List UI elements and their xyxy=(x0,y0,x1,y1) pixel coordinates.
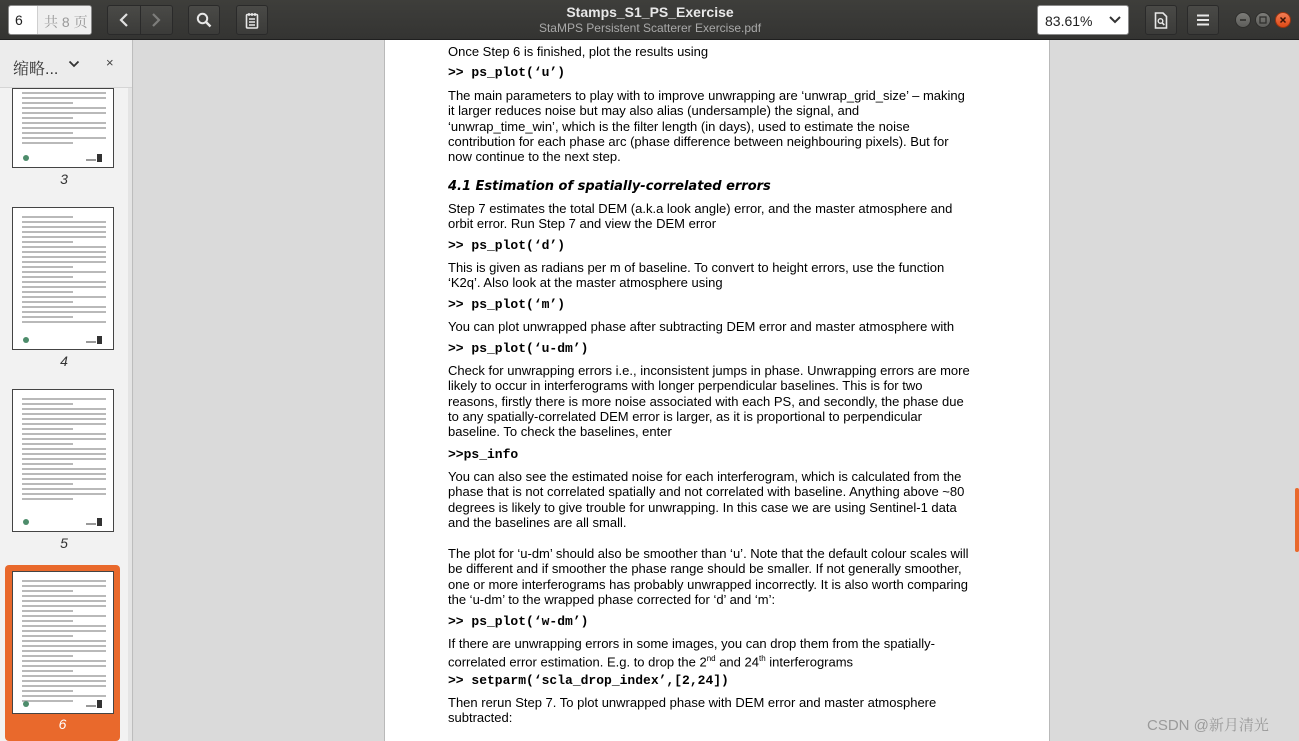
chevron-right-icon xyxy=(151,13,161,27)
maximize-icon xyxy=(1259,16,1267,24)
title-bar xyxy=(0,0,1299,40)
paragraph: You can also see the estimated noise for each interferogram, which is calculated from the phase that is not correlated spatially and not correlated with baseline. Anything above ~80 degrees is likely to give trouble for unwrapping. In this case we are using Sentinel-1 data and the baselines are all small. xyxy=(448,469,965,530)
zoom-value: 83.61% xyxy=(1045,13,1093,29)
document-view[interactable] xyxy=(134,40,1299,741)
paragraph: The plot for ‘u-dm’ should also be smoother than ‘u’. Note that the default colour scales will be different and if smoother the phase range should be smaller. If not generally smoother, one or more interferograms has probably unwrapped incorrectly. It is also worth comparing the ‘u-dm’ to the wrapped phase corrected for ‘d’ and ‘m’: xyxy=(448,546,969,607)
chevron-down-icon xyxy=(1108,13,1122,27)
zoom-select[interactable] xyxy=(1037,5,1129,35)
page-thumbnail-5[interactable] xyxy=(12,389,114,532)
close-window-button[interactable] xyxy=(1275,12,1291,28)
paragraph: Once Step 6 is finished, plot the results using xyxy=(448,44,709,59)
search-button[interactable] xyxy=(188,5,220,35)
page-thumbnail-6[interactable] xyxy=(12,571,114,714)
minimize-button[interactable] xyxy=(1235,12,1251,28)
code-line: >> ps_plot(‘u-dm’) xyxy=(448,341,589,356)
page-thumbnail-4[interactable] xyxy=(12,207,114,350)
sidebar-header xyxy=(0,40,132,88)
watermark-text: CSDN @新月清光 xyxy=(1147,717,1269,734)
document-filename: StaMPS Persistent Scatterer Exercise.pdf xyxy=(538,21,762,35)
code-line: >>ps_info xyxy=(448,447,519,462)
code-line: >> ps_plot(‘u’) xyxy=(448,65,566,80)
document-scrollbar-thumb[interactable] xyxy=(1295,488,1299,552)
page-footer-logos xyxy=(23,336,103,344)
annotations-button[interactable] xyxy=(236,5,268,35)
paragraph: You can plot unwrapped phase after subtracting DEM error and master atmosphere with xyxy=(448,319,955,334)
current-page-input[interactable]: 6 xyxy=(9,6,38,34)
code-line: >> setparm(‘scla_drop_index’,[2,24]) xyxy=(448,673,729,688)
document-title: Stamps_S1_PS_Exercise xyxy=(566,4,734,20)
chevron-down-icon[interactable] xyxy=(68,59,80,69)
paragraph: This is given as radians per m of baseline. To convert to height errors, use the function ‘K2q’. Also look at the master atmosphere using xyxy=(448,260,945,291)
paragraph: Step 7 estimates the total DEM (a.k.a look angle) error, and the master atmosphere and orbit error. Run Step 7 and view the DEM error xyxy=(448,201,953,232)
paragraph: Then rerun Step 7. To plot unwrapped phase with DEM error and master atmosphere subtracted: xyxy=(448,695,937,726)
paragraph: Check for unwrapping errors i.e., inconsistent jumps in phase. Unwrapping errors are more likely to occur in interferograms with longer perpendicular baselines. This is for two reasons, firstly there is more noise associated with each PS, and secondly, the phase due to any spatially-correlated DEM error is larger, as it is proportional to perpendicular baseline. To check the baselines, enter xyxy=(448,363,970,440)
total-pages-label: 共 8 页 xyxy=(38,6,91,34)
page-thumbnail-6-selected[interactable] xyxy=(5,565,120,741)
maximize-button[interactable] xyxy=(1255,12,1271,28)
sidebar-mode-label[interactable]: 缩略... xyxy=(13,61,59,78)
minimize-icon xyxy=(1239,16,1247,24)
page-footer-logos xyxy=(23,518,103,526)
document-properties-button[interactable] xyxy=(1145,5,1177,35)
chevron-left-icon xyxy=(119,13,129,27)
thumbnail-label-4: 4 xyxy=(60,353,68,369)
thumbnail-label-6: 6 xyxy=(58,716,67,732)
pdf-page xyxy=(384,40,1050,741)
page-thumbnail-3[interactable] xyxy=(12,88,114,168)
code-line: >> ps_plot(‘m’) xyxy=(448,297,566,312)
previous-page-button[interactable] xyxy=(108,6,140,34)
close-icon xyxy=(1279,16,1287,24)
page-navigation xyxy=(107,5,173,35)
hamburger-menu-icon xyxy=(1196,14,1210,26)
code-line: >> ps_plot(‘d’) xyxy=(448,238,566,253)
page-number-field[interactable] xyxy=(8,5,92,35)
thumbnail-sidebar xyxy=(0,40,133,741)
thumbnail-label-3: 3 xyxy=(60,171,68,187)
page-footer-logos xyxy=(23,700,103,708)
paragraph: The main parameters to play with to improve unwrapping are ‘unwrap_grid_size’ – making it larger reduces noise but may also alias (undersample) the signal, and ‘unwrap_time_win’, which is the filter length (in days), used to estimate the noise contribution for each phase arc (phase difference between neighbouring pixels). But for now continue to the next step. xyxy=(448,88,965,165)
paragraph: If there are unwrapping errors in some images, you can drop them from the spatially- correlated error estimation. E.g. to drop the 2nd and 24th interferograms xyxy=(448,636,936,670)
document-search-icon xyxy=(1154,12,1168,29)
sidebar-scrollbar[interactable] xyxy=(128,88,132,741)
sidebar-close-button[interactable]: × xyxy=(106,55,114,70)
next-page-button[interactable] xyxy=(140,6,172,34)
search-icon xyxy=(196,12,212,28)
section-heading: 4.1 Estimation of spatially-correlated errors xyxy=(448,179,771,194)
page-footer-logos xyxy=(23,154,103,162)
thumbnail-label-5: 5 xyxy=(60,535,68,551)
code-line: >> ps_plot(‘w-dm’) xyxy=(448,614,589,629)
main-menu-button[interactable] xyxy=(1187,5,1219,35)
notes-icon xyxy=(245,12,259,29)
